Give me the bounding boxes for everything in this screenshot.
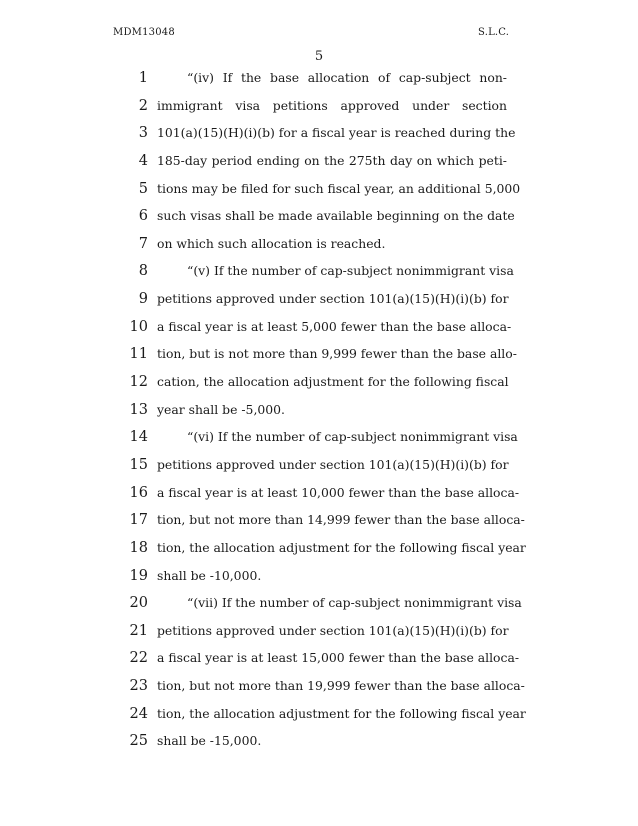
line-text: petitions approved under section 101(a)(15)(H)(i)(b) for bbox=[157, 291, 509, 307]
text-line bbox=[0, 509, 638, 537]
page-number: 5 bbox=[314, 49, 324, 64]
text-line bbox=[0, 233, 638, 261]
line-number: 14 bbox=[129, 429, 148, 446]
text-line bbox=[0, 620, 638, 648]
line-text: shall be -10,000. bbox=[157, 567, 262, 583]
line-number: 1 bbox=[138, 70, 148, 86]
line-number: 3 bbox=[138, 125, 148, 142]
line-number: 16 bbox=[129, 484, 148, 501]
line-number: 6 bbox=[138, 208, 148, 225]
text-line bbox=[0, 150, 638, 178]
line-text: “(iv) If the base allocation of cap-subject non- bbox=[187, 70, 507, 85]
line-text: 101(a)(15)(H)(i)(b) for a fiscal year is reached during the bbox=[157, 125, 516, 141]
line-number: 2 bbox=[138, 97, 148, 114]
line-text: tions may be filed for such fiscal year, an additional 5,000 bbox=[157, 180, 521, 196]
line-text: tion, but is not more than 9,999 fewer than the base allo- bbox=[157, 346, 517, 362]
line-number: 20 bbox=[129, 595, 148, 612]
text-line bbox=[0, 371, 638, 399]
text-line bbox=[0, 288, 638, 316]
line-text: tion, the allocation adjustment for the following fiscal year bbox=[157, 539, 526, 555]
office-code: S.L.C. bbox=[478, 27, 510, 38]
line-text: year shall be -5,000. bbox=[157, 401, 285, 417]
text-line bbox=[0, 482, 638, 510]
text-line bbox=[0, 178, 638, 206]
text-line bbox=[0, 95, 638, 123]
bill-text-body bbox=[0, 67, 638, 758]
line-number: 11 bbox=[129, 346, 148, 363]
text-line bbox=[0, 454, 638, 482]
line-number: 12 bbox=[129, 374, 148, 391]
line-number: 4 bbox=[138, 152, 148, 169]
text-line bbox=[0, 730, 638, 758]
line-text: petitions approved under section 101(a)(15)(H)(i)(b) for bbox=[157, 622, 509, 638]
line-number: 21 bbox=[129, 622, 148, 639]
line-number: 17 bbox=[129, 512, 148, 529]
text-line bbox=[0, 647, 638, 675]
line-number: 18 bbox=[129, 539, 148, 556]
line-text: tion, the allocation adjustment for the following fiscal year bbox=[157, 705, 526, 721]
line-number: 9 bbox=[138, 291, 148, 308]
text-line bbox=[0, 675, 638, 703]
line-text: “(vi) If the number of cap-subject nonimmigrant visa bbox=[187, 429, 518, 445]
line-text: petitions approved under section 101(a)(15)(H)(i)(b) for bbox=[157, 456, 509, 472]
line-text: tion, but not more than 19,999 fewer than the base alloca- bbox=[157, 678, 525, 694]
text-line bbox=[0, 426, 638, 454]
line-text: immigrant visa petitions approved under section bbox=[157, 97, 507, 113]
line-text: such visas shall be made available beginning on the date bbox=[157, 208, 515, 224]
line-number: 7 bbox=[138, 235, 148, 252]
line-number: 24 bbox=[129, 705, 148, 722]
line-text: on which such allocation is reached. bbox=[157, 235, 386, 251]
line-text: 185-day period ending on the 275th day on which peti- bbox=[157, 152, 507, 168]
line-number: 8 bbox=[138, 263, 148, 280]
line-text: a fiscal year is at least 15,000 fewer than the base alloca- bbox=[157, 650, 520, 666]
text-line bbox=[0, 592, 638, 620]
text-line bbox=[0, 67, 638, 95]
line-number: 23 bbox=[129, 678, 148, 695]
text-line bbox=[0, 343, 638, 371]
line-text: a fiscal year is at least 5,000 fewer than the base alloca- bbox=[157, 318, 512, 334]
line-text: tion, but not more than 14,999 fewer than the base alloca- bbox=[157, 512, 525, 528]
line-number: 19 bbox=[129, 567, 148, 584]
text-line bbox=[0, 399, 638, 427]
text-line bbox=[0, 316, 638, 344]
text-line bbox=[0, 260, 638, 288]
line-text: cation, the allocation adjustment for the following fiscal bbox=[157, 374, 509, 390]
line-number: 25 bbox=[129, 733, 148, 750]
line-text: “(v) If the number of cap-subject nonimmigrant visa bbox=[187, 263, 514, 279]
text-line bbox=[0, 205, 638, 233]
text-line bbox=[0, 122, 638, 150]
line-number: 10 bbox=[129, 318, 148, 335]
text-line bbox=[0, 537, 638, 565]
line-number: 15 bbox=[129, 456, 148, 473]
text-line bbox=[0, 565, 638, 593]
line-number: 22 bbox=[129, 650, 148, 667]
line-number: 13 bbox=[129, 401, 148, 418]
document-id: MDM13048 bbox=[113, 27, 175, 38]
line-text: shall be -15,000. bbox=[157, 733, 262, 749]
line-text: “(vii) If the number of cap-subject nonimmigrant visa bbox=[187, 595, 522, 611]
line-text: a fiscal year is at least 10,000 fewer than the base alloca- bbox=[157, 484, 520, 500]
line-number: 5 bbox=[138, 180, 148, 197]
text-line bbox=[0, 703, 638, 731]
